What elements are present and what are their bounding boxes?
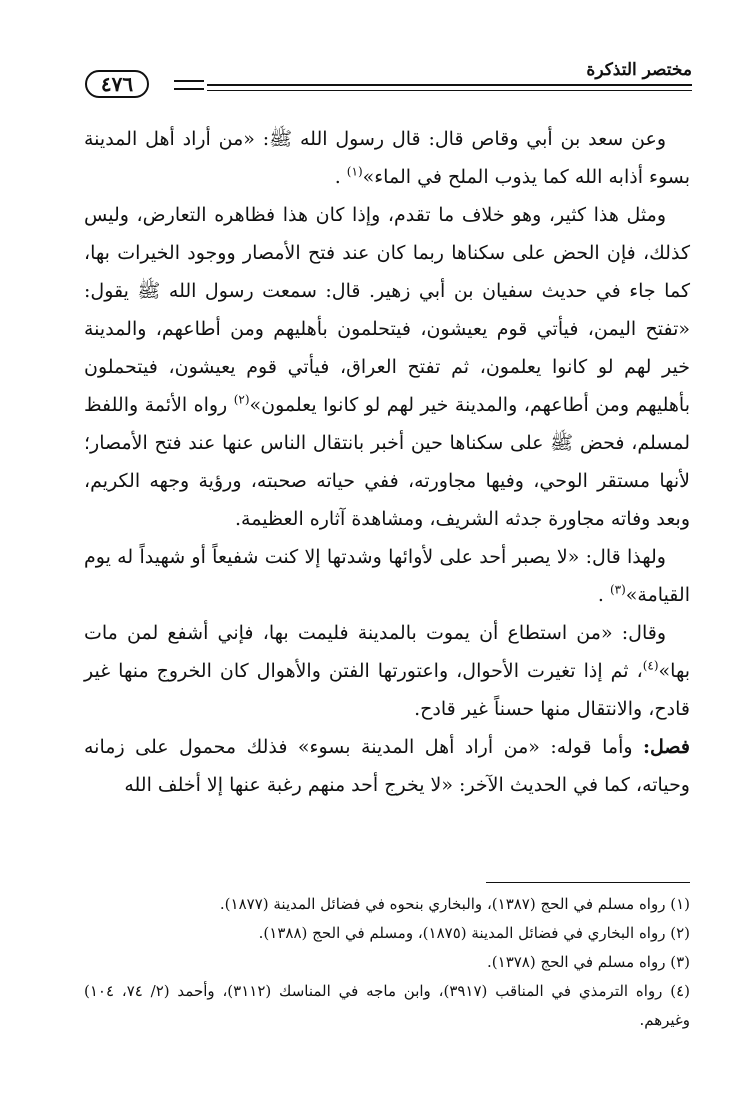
footnote-2: (٢) رواه البخاري في فضائل المدينة (١٨٧٥)، ومسلم في الحج (١٣٨٨).	[258, 924, 690, 942]
page-header	[62, 58, 692, 102]
paragraph-3: ولهذا قال: «لا يصبر أحد على لأوائها وشدتها إلا كنت شفيعاً أو شهيداً له يوم القيامة»$^{(٣)}$ .	[84, 546, 690, 606]
page-number-oval: ٤٧٦	[85, 70, 149, 98]
footnotes	[84, 890, 690, 1035]
paragraph-1: وعن سعد بن أبي وقاص قال: قال رسول الله ﷺ: «من أراد أهل المدينة بسوء أذابه الله كما يذوب الملح في الماء»$^{(١)}$ .	[84, 128, 690, 188]
footnote-ref-2: (٢)	[233, 392, 250, 407]
footnote-ref-1: (١)	[346, 164, 363, 179]
footnote-3: (٣) رواه مسلم في الحج (١٣٧٨).	[487, 953, 690, 971]
main-text	[84, 120, 690, 804]
footnote-4: (٤) رواه الترمذي في المناقب (٣٩١٧)، وابن ماجه في المناسك (٣١١٢)، وأحمد (٢/ ٧٤، ١٠٤) وغيرهم.	[84, 982, 691, 1029]
page-number	[62, 70, 172, 98]
paragraph-2: ومثل هذا كثير، وهو خلاف ما تقدم، وإذا كان هذا فظاهره التعارض، وليس كذلك، فإن الحض على سكناها ربما كان عند فتح الأمصار ووجود الخيرات بها، كما جاء في حديث سفيان بن أبي زهير. قال: سمعت رسول الله ﷺ يقول: «تفتح اليمن، فيأتي قوم يعيشون، فيتحلمون بأهليهم ومن أطاعهم، والمدينة خير لهم لو كانوا يعلمون، ثم تفتح العراق، فيأتي قوم يعيشون، فيتحملون بأهليهم ومن أطاعهم، والمدينة خير لهم لو كانوا يعلمون»$^{(٢)}$ رواه الأئمة واللفظ لمسلم، فحض ﷺ على سكناها حين أخبر بانتقال الناس عنها عند فتح الأمصار؛ لأنها مستقر الوحي، وفيها مجاورته، ففي حياته صحبته، ورؤية وجهه الكريم، وبعد وفاته مجاورة جدثه الشريف، ومشاهدة آثاره العظيمة.	[84, 204, 690, 530]
book-title: مختصر التذكرة	[586, 60, 692, 80]
header-rule	[207, 84, 692, 91]
header-ornament-line	[174, 80, 204, 90]
section-label: فصل:	[643, 736, 690, 758]
footnote-ref-4: (٤)	[642, 658, 659, 673]
footnote-divider	[486, 882, 690, 883]
footnote-1: (١) رواه مسلم في الحج (١٣٨٧)، والبخاري بنحوه في فضائل المدينة (١٨٧٧).	[219, 895, 690, 913]
paragraph-4: وقال: «من استطاع أن يموت بالمدينة فليمت بها، فإني أشفع لمن مات بها»$^{(٤)}$، ثم إذا تغيرت الأحوال، واعتورتها الفتن والأهوال كان الخروج منها غير قادح، والانتقال منها حسناً غير قادح.	[84, 622, 690, 720]
paragraph-5: فصل: وأما قوله: «من أراد أهل المدينة بسوء» فذلك محمول على زمانه وحياته، كما في الحديث الآخر: «لا يخرج أحد منهم رغبة عنها إلا أخلف الله	[84, 736, 690, 796]
footnote-ref-3: (٣)	[609, 582, 626, 597]
